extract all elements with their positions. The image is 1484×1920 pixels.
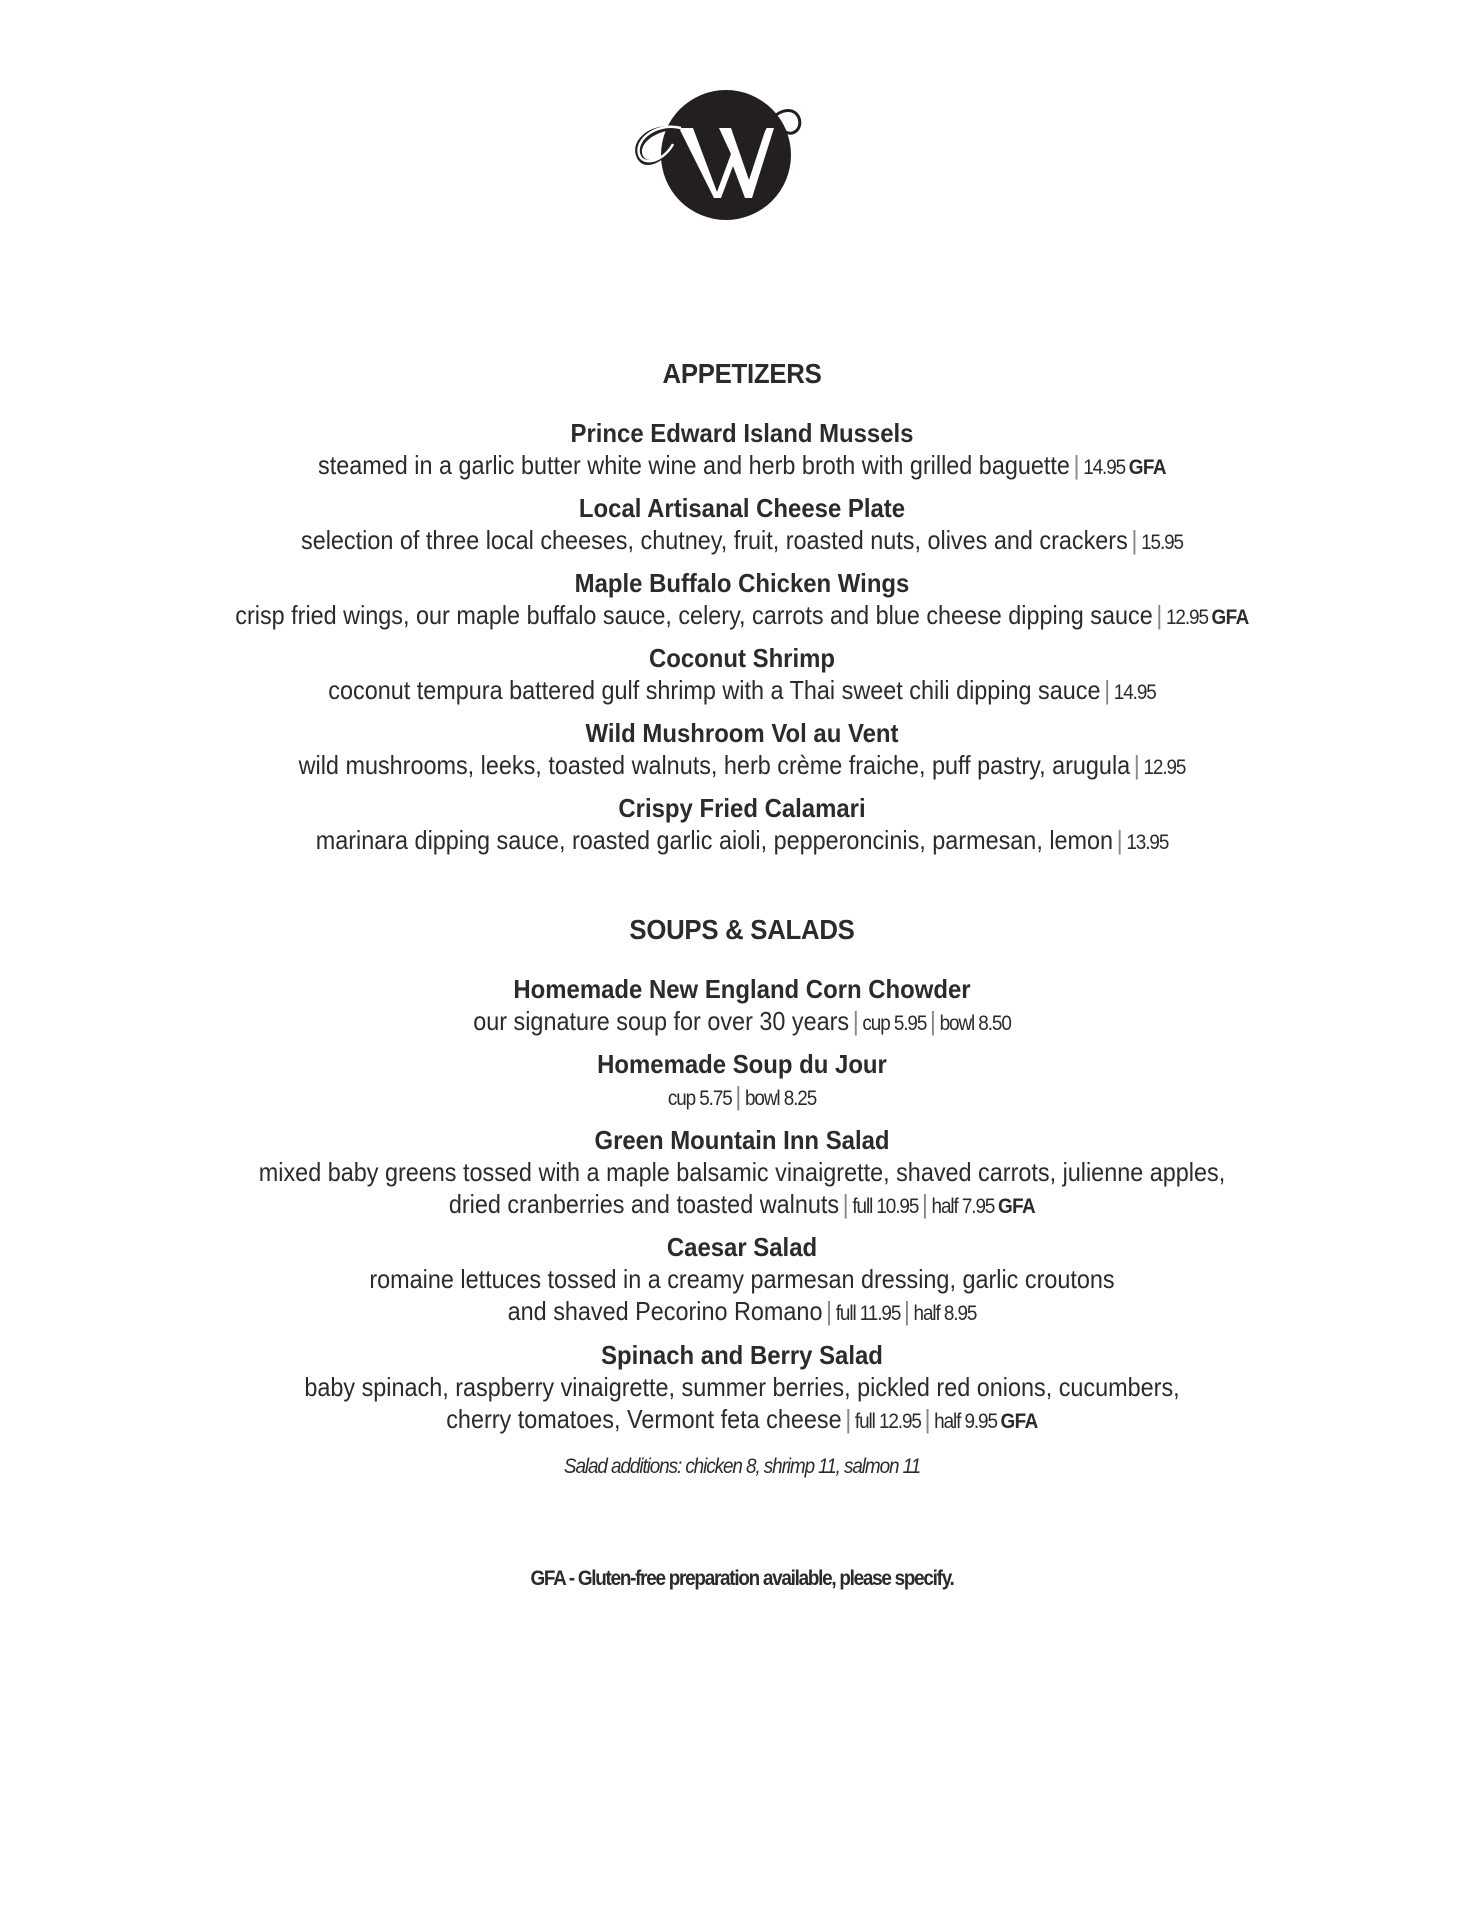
menu-item	[0, 642, 1484, 709]
price: 14.95	[1083, 456, 1126, 479]
desc-text: selection of three local cheeses, chutney, fruit, roasted nuts, olives and crackers	[301, 525, 1128, 555]
price-full: full 10.95	[852, 1195, 919, 1218]
desc-text: cherry tomatoes, Vermont feta cheese	[446, 1404, 842, 1434]
separator: |	[1133, 750, 1140, 780]
gfa-footnote: GFA - Gluten-free preparation available, please specify.	[530, 1567, 954, 1590]
price: 12.95	[1165, 606, 1208, 629]
item-name: Local Artisanal Cheese Plate	[578, 493, 906, 523]
menu-item	[0, 1048, 1484, 1115]
separator: |	[1116, 825, 1123, 855]
price: 13.95	[1126, 831, 1169, 854]
item-description	[74, 1080, 1410, 1115]
gfa-badge: GFA	[1128, 456, 1166, 479]
item-name: Spinach and Berry Salad	[601, 1340, 883, 1370]
desc-text: wild mushrooms, leeks, toasted walnuts, herb crème fraiche, puff pastry, arugula	[298, 750, 1131, 780]
menu-item	[0, 792, 1484, 859]
price-full: full 12.95	[854, 1410, 921, 1433]
item-name: Crispy Fried Calamari	[618, 793, 866, 823]
item-name: Green Mountain Inn Salad	[594, 1125, 890, 1155]
item-description	[74, 749, 1410, 784]
menu-item	[0, 492, 1484, 559]
desc-text: crisp fried wings, our maple buffalo sauce, celery, carrots and blue cheese dipping sauce	[235, 600, 1153, 630]
salad-additions-note: Salad additions: chicken 8, shrimp 11, salmon 11	[563, 1455, 921, 1478]
price-bowl: bowl 8.25	[744, 1087, 817, 1110]
separator: |	[845, 1404, 852, 1434]
item-description-line-1: baby spinach, raspberry vinaigrette, summer berries, pickled red onions, cucumbers,	[304, 1372, 1180, 1402]
item-description	[74, 524, 1410, 559]
item-description	[74, 824, 1410, 859]
desc-text: coconut tempura battered gulf shrimp with a Thai sweet chili dipping sauce	[328, 675, 1101, 705]
item-description-line-1: mixed baby greens tossed with a maple balsamic vinaigrette, shaved carrots, julienne apples,	[258, 1157, 1226, 1187]
item-description	[74, 599, 1410, 634]
price-cup: cup 5.75	[667, 1087, 732, 1110]
separator: |	[921, 1189, 928, 1219]
price: 12.95	[1143, 756, 1186, 779]
item-description-line-2	[74, 1188, 1410, 1223]
item-name: Homemade New England Corn Chowder	[513, 974, 971, 1004]
price-bowl: bowl 8.50	[939, 1012, 1011, 1035]
w-monogram-logo	[623, 80, 821, 230]
separator: |	[852, 1006, 859, 1036]
item-description-line-2	[74, 1295, 1410, 1330]
item-name: Maple Buffalo Chicken Wings	[574, 568, 910, 598]
separator: |	[929, 1006, 936, 1036]
price-half: half 8.95	[913, 1302, 977, 1325]
item-name: Coconut Shrimp	[648, 643, 836, 673]
price-half: half 9.95	[934, 1410, 997, 1433]
menu-item	[0, 717, 1484, 784]
desc-text: dried cranberries and toasted walnuts	[448, 1189, 840, 1219]
price: 15.95	[1141, 531, 1183, 554]
menu-item	[0, 417, 1484, 484]
item-name: Homemade Soup du Jour	[597, 1049, 887, 1079]
price-full: full 11.95	[835, 1302, 901, 1325]
item-name: Caesar Salad	[666, 1232, 818, 1262]
price: 14.95	[1113, 681, 1156, 704]
separator: |	[842, 1189, 849, 1219]
separator: |	[735, 1081, 742, 1111]
item-name: Wild Mushroom Vol au Vent	[585, 718, 899, 748]
item-description-line-1: romaine lettuces tossed in a creamy parmesan dressing, garlic croutons	[369, 1264, 1115, 1294]
separator: |	[924, 1404, 931, 1434]
item-name: Prince Edward Island Mussels	[570, 418, 914, 448]
appetizers-title: APPETIZERS	[662, 358, 822, 389]
desc-text: and shaved Pecorino Romano	[507, 1296, 823, 1326]
gfa-badge: GFA	[1211, 606, 1249, 629]
menu-item	[0, 1231, 1484, 1330]
item-description-line-2	[74, 1403, 1410, 1438]
gfa-badge: GFA	[1000, 1410, 1038, 1433]
separator: |	[903, 1296, 910, 1326]
separator: |	[1156, 600, 1163, 630]
item-description	[74, 449, 1410, 484]
item-description	[74, 674, 1410, 709]
menu-item	[0, 1124, 1484, 1223]
separator: |	[1104, 675, 1111, 705]
desc-text: marinara dipping sauce, roasted garlic aioli, pepperoncinis, parmesan, lemon	[315, 825, 1114, 855]
price-half: half 7.95	[931, 1195, 995, 1218]
soups-salads-title: SOUPS & SALADS	[629, 914, 855, 945]
logo-icon	[623, 80, 821, 230]
price-cup: cup 5.95	[862, 1012, 927, 1035]
separator: |	[1073, 450, 1080, 480]
desc-text: our signature soup for over 30 years	[473, 1006, 850, 1036]
menu-item	[0, 973, 1484, 1040]
desc-text: steamed in a garlic butter white wine and herb broth with grilled baguette	[318, 450, 1070, 480]
menu-item	[0, 567, 1484, 634]
gfa-badge: GFA	[997, 1195, 1036, 1218]
item-description	[74, 1005, 1410, 1040]
menu-item	[0, 1339, 1484, 1438]
separator: |	[1131, 525, 1138, 555]
separator: |	[826, 1296, 833, 1326]
